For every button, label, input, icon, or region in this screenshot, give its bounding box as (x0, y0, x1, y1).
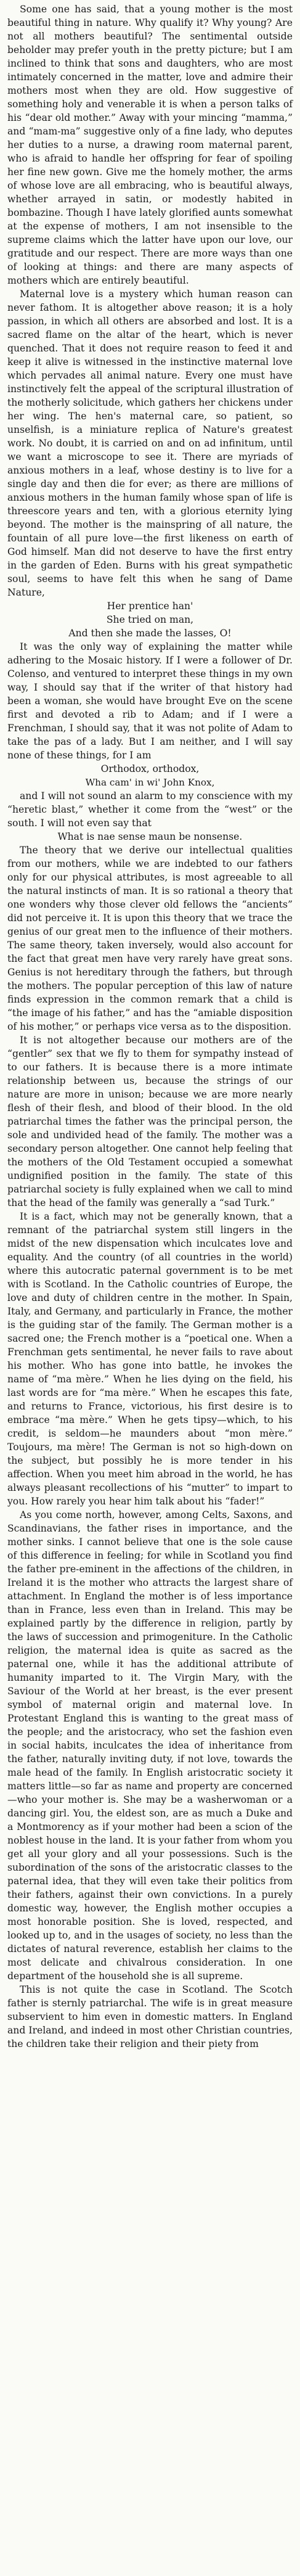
paragraph-maternal-love: Maternal love is a mystery which human reason can never fathom. It is altogether above reason; it is a holy passion, in which all others are absorbed and lost. It is a sacred flame on the altar of the heart, which is never quenched. That it does not require reason to feed it and keep it alive is witnessed in the instinctive maternal love which pervades all animal nature. Every one must have instinctively felt the appeal of the scriptural illustration of the motherly solicitude, which gathers her chickens under her wing. The hen's maternal care, so patient, so unselfish, is a miniature replica of Nature's greatest work. No doubt, it is carried on and on ad infinitum, until we want a microscope to see it. There are myriads of anxious mothers in a leaf, whose destiny is to live for a single day and then die for ever; as there are millions of anxious mothers in the human family whose span of life is threescore years and ten, with a glorious eternity lying beyond. The mother is the mainspring of all nature, the fountain of all pure love—the first likeness on earth of God himself. Man did not deserve to have the first entry in the garden of Eden. Burns with his great sympathetic soul, seems to have felt this when he sang of Dame Nature, (7, 289, 293, 598)
paragraph-intellectual-qualities: The theory that we derive our intellectual qualities from our mothers, while we are indebted to our fathers only for our physical attributes, is most agreeable to all the natural instincts of man. It is so rational a theory that one wonders why those clever old fellows the “ancients” did not perceive it. It is upon this theory that we trace the genius of our great men to the influence of their mothers. The same theory, taken inversely, would also account for the fact that great men have very rarely have great sons. Genius is not hereditary through the fathers, but through the mothers. The popular perception of this law of nature finds expression in the common remark that a child is “the image of his father,” and has the “amiable disposition of his mother,” or perhaps vice versa as to the disposition. (7, 845, 293, 1032)
verse-line-orthodox: Orthodox, orthodox, (100, 763, 200, 774)
paragraph-young-mother: Some one has said, that a young mother is the most beautiful thing in nature. Why qualify it? Why young? Are not all mothers beautiful? The sentimental outside beholder may prefer youth in the pretty picture; but I am inclined to think that sons and daughters, who are most intimately concerned in the matter, love and admire their mothers most when they are old. How suggestive of something holy and venerable it is when a person talks of his “dear old mother.” Away with your mincing “mamma,” and “mam-ma” suggestive only of a fine lady, who deputes her duties to a nurse, a drawing room maternal parent, who is afraid to handle her offspring for fear of spoiling her fine new gown. Give me the homely mother, the arms of whose love are all embracing, who is beautiful always, whether arrayed in satin, or modestly habited in bombazine. Though I have lately glorified aunts somewhat at the expense of mothers, I am not insensible to the supreme claims which the latter have upon our love, our gratitude and our respect. There are more ways than one of looking at things: and there are many aspects of mothers which are entirely beautiful. (7, 4, 293, 286)
verse-line-prentice: Her prentice han' (107, 601, 193, 612)
paragraph-gentler-sex: It is not altogether because our mothers are of the “gentler” sex that we fly to them for sympathy instead of to our fathers. It is because there is a more intimate relationship between us, because the strings of our nature are more in unison; because we are more nearly flesh of their flesh, and blood of their blood. In the old patriarchal times the father was the principal person, the sole and undivided head of the family. The mother was a secondary person altogether. One cannot help feeling that the mothers of the Old Testament occupied a somewhat undignified position in the family. The state of this patriarchal society is fully explained when we call to mind that the head of the family was generally a “sad Turk.” (7, 1035, 293, 1208)
verse-line-nonsense: What is nae sense maun be nonsense. (57, 831, 243, 842)
paragraph-patriarchal-remnant: It is a fact, which may not be generally known, that a remnant of the patriarchal system still lingers in the midst of the new dispensation which inculcates love and equality. And the country (of all countries in the world) where this autocratic paternal government is to be met with is Scotland. In the Catholic countries of Europe, the love and duty of children centre in the mother. In Spain, Italy, and Germany, and particularly in France, the mother is the guiding star of the family. The German mother is a sacred one; the French mother is a “poetical one. When a Frenchman gets sentimental, he never fails to rave about his mother. Who has gone into battle, he invokes the name of “ma mère.” When he lies dying on the field, his last words are for “ma mère.” When he escapes this fate, and returns to France, victorious, his first desire is to embrace “ma mère.” When he gets tipsy—which, to his credit, is seldom—he maunders about “mon mère.” Toujours, ma mère! The German is not so high-down on the subject, but possibly he is more tender in his affection. When you meet him abroad in the world, he has always pleasant recollections of his “mutter” to impart to you. How rarely you hear him talk about his “fader!” (7, 1211, 293, 1507)
paragraph-mosaic-history: It was the only way of explaining the matter while adhering to the Mosaic history. If I were a follower of Dr. Colenso, and ventured to interpret these things in my own way, I should say that if the writer of that history had been a woman, she would have brought Eve on the scene first and devoted a rib to Adam; and if I were a Frenchman, I should say, that it was not polite of Adam to take the pas of a lady. But I am neither, and I will say none of these things, for I am (7, 641, 293, 761)
paragraph-north-celts-saxons: As you come north, however, among Celts, Saxons, and Scandinavians, the father rises in importance, and the mother sinks. I cannot believe that one is the sole cause of this difference in feeling; for while in Scotland you find the father pre-eminent in the affections of the children, in Ireland it is the mother who attracts the largest share of attachment. In England the mother is of less importance than in France, less even than in Ireland. This may be explained partly by the difference in religion, partly by the laws of succession and primogeniture. In the Catholic religion, the maternal idea is quite as sacred as the paternal one, while it has the additional attribute of humanity imparted to it. The Virgin Mary, with the Saviour of the World at her breast, is the ever present symbol of maternal origin and maternal love. In Protestant England this is wanting to the great mass of the people; and the aristocracy, who set the fashion even in social habits, inculcates the idea of inheritance from the father, naturally inviting duty, if not love, towards the male head of the family. In English aristocratic society it matters little—so far as name and property are concerned—who your mother is. She may be a washerwoman or a dancing girl. You, the eldest son, are as much a Duke and a Montmorency as if your mother had been a scion of the noblest house in the land. It is your father from whom you get all your glory and all your possessions. Such is the subordination of the sons of the aristocratic classes to the paternal idea, that they will even take their politics from their fathers, against their own convictions. In a purely domestic way, however, the English mother occupies a most honorable position. She is loved, respected, and looked up to, and in the usages of society, no less than the dictates of natural reverence, establish her claims to the most delicate and chivalrous consideration. In one department of the household she is all supreme. (7, 1509, 293, 1982)
verse-line-john-knox: Wha cam' in wi' John Knox, (85, 777, 215, 788)
paragraph-heretic-blast: and I will not sound an alarm to my conscience with my “heretic blast,” whether it come from the “west” or the south. I will not even say that (7, 790, 293, 829)
paragraph-scotch-father: This is not quite the case in Scotland. The Scotch father is sternly patriarchal. The wife is in great measure subservient to him even in domestic matters. In England and Ireland, and indeed in most other Christian countries, the children take their religion and their piety from (7, 1984, 293, 2049)
verse-line-tried-on-man: She tried on man, (106, 614, 194, 625)
verse-line-lasses: And then she made the lasses, O! (68, 628, 232, 639)
